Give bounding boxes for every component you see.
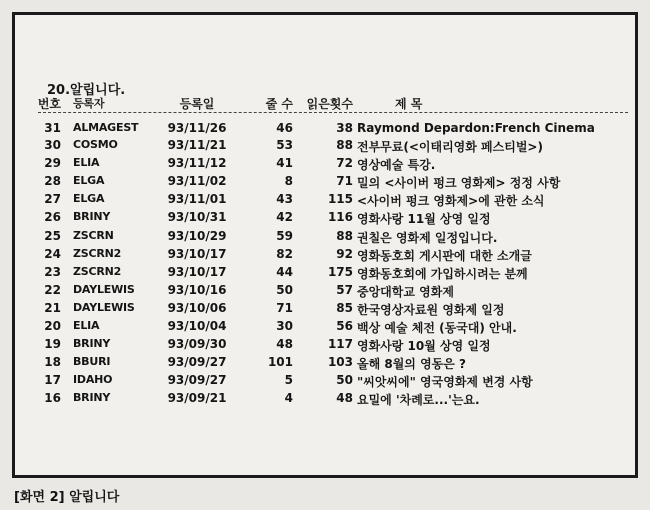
post-subject: 영상예술 특강. (357, 158, 436, 172)
figure-caption-text: 알립니다 (69, 490, 120, 505)
post-lines: 50 (276, 283, 293, 297)
post-row[interactable] (15, 301, 641, 318)
post-author: IDAHO (73, 373, 113, 386)
post-reads: 92 (336, 247, 353, 261)
post-date: 93/11/12 (167, 156, 227, 170)
post-reads: 57 (336, 283, 353, 297)
post-date: 93/11/02 (167, 174, 227, 188)
post-subject: 중앙대학교 영화제 (357, 285, 454, 299)
column-header-author: 등록자 (73, 97, 105, 110)
post-row[interactable] (15, 138, 641, 155)
post-date: 93/09/30 (167, 337, 227, 351)
post-date: 93/09/21 (167, 391, 227, 405)
post-subject: 영화사랑 11월 상영 일정 (357, 212, 491, 226)
post-author: ZSCRN (73, 229, 114, 242)
post-lines: 5 (284, 373, 293, 387)
post-reads: 115 (327, 192, 353, 206)
post-author: BRINY (73, 337, 111, 350)
post-number: 18 (44, 355, 61, 369)
post-subject: 영화동호회에 가입하시려는 분께 (357, 267, 528, 281)
post-row[interactable] (15, 192, 641, 209)
post-subject: 전부무료(<이태리영화 페스티벌>) (357, 140, 543, 154)
post-lines: 59 (276, 229, 293, 243)
post-date: 93/10/04 (167, 319, 227, 333)
post-date: 93/10/31 (167, 210, 227, 224)
post-number: 28 (44, 174, 61, 188)
post-reads: 56 (336, 319, 353, 333)
post-date: 93/11/01 (167, 192, 227, 206)
post-number: 24 (44, 247, 61, 261)
figure-label: [화면 2] (14, 490, 65, 505)
post-author: ELGA (73, 174, 105, 187)
post-reads: 71 (336, 174, 353, 188)
post-author: ELIA (73, 319, 100, 332)
post-number: 22 (44, 283, 61, 297)
post-row[interactable] (15, 319, 641, 336)
post-number: 29 (44, 156, 61, 170)
post-lines: 48 (276, 337, 293, 351)
post-author: COSMO (73, 138, 118, 151)
column-header-row (15, 95, 641, 113)
post-lines: 44 (276, 265, 293, 279)
post-subject: Raymond Depardon:French Cinema (357, 121, 595, 135)
post-row[interactable] (15, 210, 641, 227)
post-row[interactable] (15, 156, 641, 173)
post-date: 93/11/26 (167, 121, 227, 135)
post-date: 93/09/27 (167, 373, 227, 387)
post-lines: 43 (276, 192, 293, 206)
post-lines: 30 (276, 319, 293, 333)
post-row[interactable] (15, 337, 641, 354)
post-reads: 88 (336, 138, 353, 152)
post-number: 16 (44, 391, 61, 405)
post-date: 93/11/21 (167, 138, 227, 152)
post-number: 27 (44, 192, 61, 206)
post-reads: 88 (336, 229, 353, 243)
post-author: DAYLEWIS (73, 283, 135, 296)
post-author: BRINY (73, 391, 111, 404)
column-header-subject: 제 목 (395, 97, 423, 111)
post-reads: 38 (336, 121, 353, 135)
post-row[interactable] (15, 247, 641, 264)
post-lines: 46 (276, 121, 293, 135)
post-number: 17 (44, 373, 61, 387)
post-author: ZSCRN2 (73, 247, 122, 260)
post-date: 93/10/17 (167, 265, 227, 279)
post-reads: 72 (336, 156, 353, 170)
post-subject: 영화동호회 게시판에 대한 소개글 (357, 249, 532, 263)
post-author: DAYLEWIS (73, 301, 135, 314)
post-lines: 8 (284, 174, 293, 188)
post-row[interactable] (15, 174, 641, 191)
post-subject: 백상 예술 체전 (동국대) 안내. (357, 321, 517, 335)
terminal-screen (12, 12, 638, 478)
board-title: 20.알립니다. (47, 83, 126, 98)
post-subject: 영화사랑 10월 상영 일정 (357, 339, 491, 353)
post-reads: 85 (336, 301, 353, 315)
post-date: 93/10/29 (167, 229, 227, 243)
post-author: ALMAGEST (73, 121, 139, 134)
post-author: ELGA (73, 192, 105, 205)
post-subject: 요밀에 '차례로...'는요. (357, 393, 480, 407)
post-row[interactable] (15, 391, 641, 408)
post-date: 93/10/06 (167, 301, 227, 315)
post-date: 93/10/17 (167, 247, 227, 261)
header-divider (38, 112, 628, 113)
post-subject: 밀의 <사이버 펑크 영화제> 정정 사항 (357, 176, 561, 190)
column-header-reads: 읽은횟수 (306, 97, 353, 111)
post-row[interactable] (15, 229, 641, 246)
post-reads: 48 (336, 391, 353, 405)
post-lines: 101 (267, 355, 293, 369)
post-row[interactable] (15, 355, 641, 372)
post-lines: 82 (276, 247, 293, 261)
post-number: 31 (44, 121, 61, 135)
post-author: BBURI (73, 355, 111, 368)
post-author: ELIA (73, 156, 100, 169)
post-number: 21 (44, 301, 61, 315)
post-reads: 103 (327, 355, 353, 369)
post-row[interactable] (15, 283, 641, 300)
post-lines: 4 (284, 391, 293, 405)
post-reads: 117 (327, 337, 353, 351)
figure-caption (14, 486, 119, 505)
post-lines: 53 (276, 138, 293, 152)
post-subject: "씨앗씨에" 영국영화제 변경 사항 (357, 375, 533, 389)
post-number: 19 (44, 337, 61, 351)
column-header-number: 번호 (37, 97, 61, 111)
post-lines: 42 (276, 210, 293, 224)
post-author: BRINY (73, 210, 111, 223)
post-number: 25 (44, 229, 61, 243)
post-number: 30 (44, 138, 61, 152)
post-lines: 71 (276, 301, 293, 315)
post-reads: 116 (327, 210, 353, 224)
column-header-date: 등록일 (179, 97, 215, 111)
post-reads: 50 (336, 373, 353, 387)
post-subject: 올해 8월의 영동은 ? (357, 357, 466, 371)
post-number: 26 (44, 210, 61, 224)
post-lines: 41 (276, 156, 293, 170)
post-date: 93/10/16 (167, 283, 227, 297)
column-header-lines: 줄 수 (265, 97, 293, 111)
post-date: 93/09/27 (167, 355, 227, 369)
post-row[interactable] (15, 373, 641, 390)
post-subject: <사이버 펑크 영화제>에 관한 소식 (357, 194, 545, 208)
post-author: ZSCRN2 (73, 265, 122, 278)
post-number: 20 (44, 319, 61, 333)
post-number: 23 (44, 265, 61, 279)
post-subject: 권칠은 영화제 일정입니다. (357, 231, 498, 245)
post-reads: 175 (327, 265, 353, 279)
post-row[interactable] (15, 121, 641, 138)
post-row[interactable] (15, 265, 641, 282)
post-subject: 한국영상자료원 영화제 일정 (357, 303, 505, 317)
